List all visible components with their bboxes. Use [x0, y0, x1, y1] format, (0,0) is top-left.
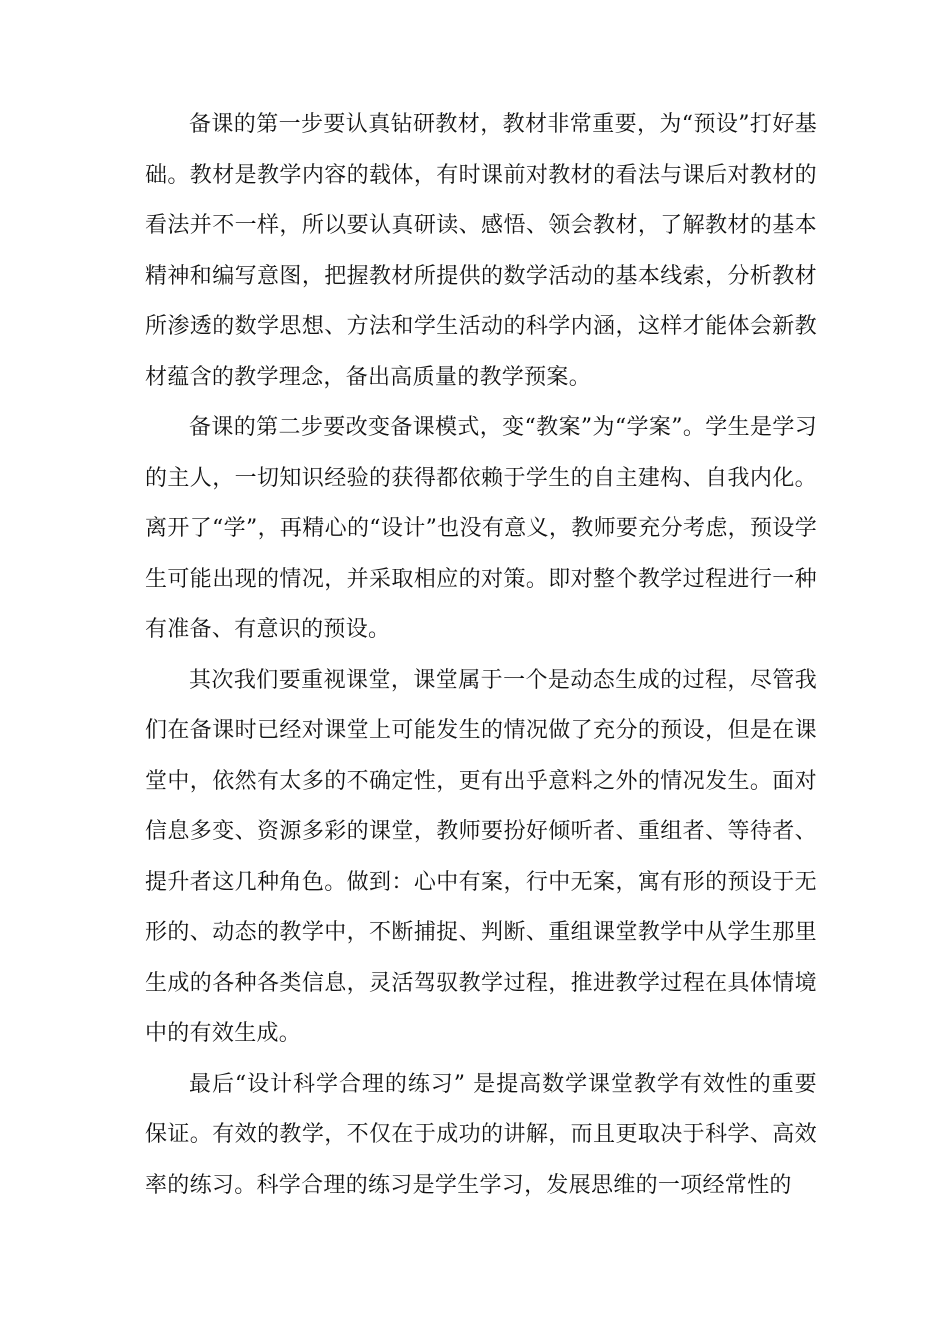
paragraph-3: 其次我们要重视课堂，课堂属于一个是动态生成的过程，尽管我们在备课时已经对课堂上可能发生的情况做了充分的预设，但是在课堂中，依然有太多的不确定性，更有出乎意料之外的情况发生。面对信息多变、资源多彩的课堂，教师要扮好倾听者、重组者、等待者、提升者这几种角色。做到：心中有案，行中无案，寓有形的预设于无形的、动态的教学中，不断捕捉、判断、重组课堂教学中从学生那里生成的各种各类信息，灵活驾驭教学过程，推进教学过程在具体情境中的有效生成。: [145, 667, 817, 1046]
document-body: [145, 100, 817, 1211]
paragraph-1: 备课的第一步要认真钻研教材，教材非常重要，为“预设”打好基础。教材是教学内容的载体，有时课前对教材的看法与课后对教材的看法并不一样，所以要认真研读、感悟、领会教材，了解教材的基本精神和编写意图，把握教材所提供的数学活动的基本线索，分析教材所渗透的数学思想、方法和学生活动的科学内涵，这样才能体会新教材蕴含的教学理念，备出高质量的教学预案。: [145, 112, 817, 390]
paragraph-4: 最后“设计科学合理的练习” 是提高数学课堂教学有效性的重要保证。有效的教学，不仅在于成功的讲解，而且更取决于科学、高效率的练习。科学合理的练习是学生学习，发展思维的一项经常性的: [145, 1071, 817, 1198]
paragraph-2: 备课的第二步要改变备课模式，变“教案”为“学案”。学生是学习的主人，一切知识经验的获得都依赖于学生的自主建构、自我内化。离开了“学”，再精心的“设计”也没有意义，教师要充分考虑，预设学生可能出现的情况，并采取相应的对策。即对整个教学过程进行一种有准备、有意识的预设。: [145, 415, 817, 642]
